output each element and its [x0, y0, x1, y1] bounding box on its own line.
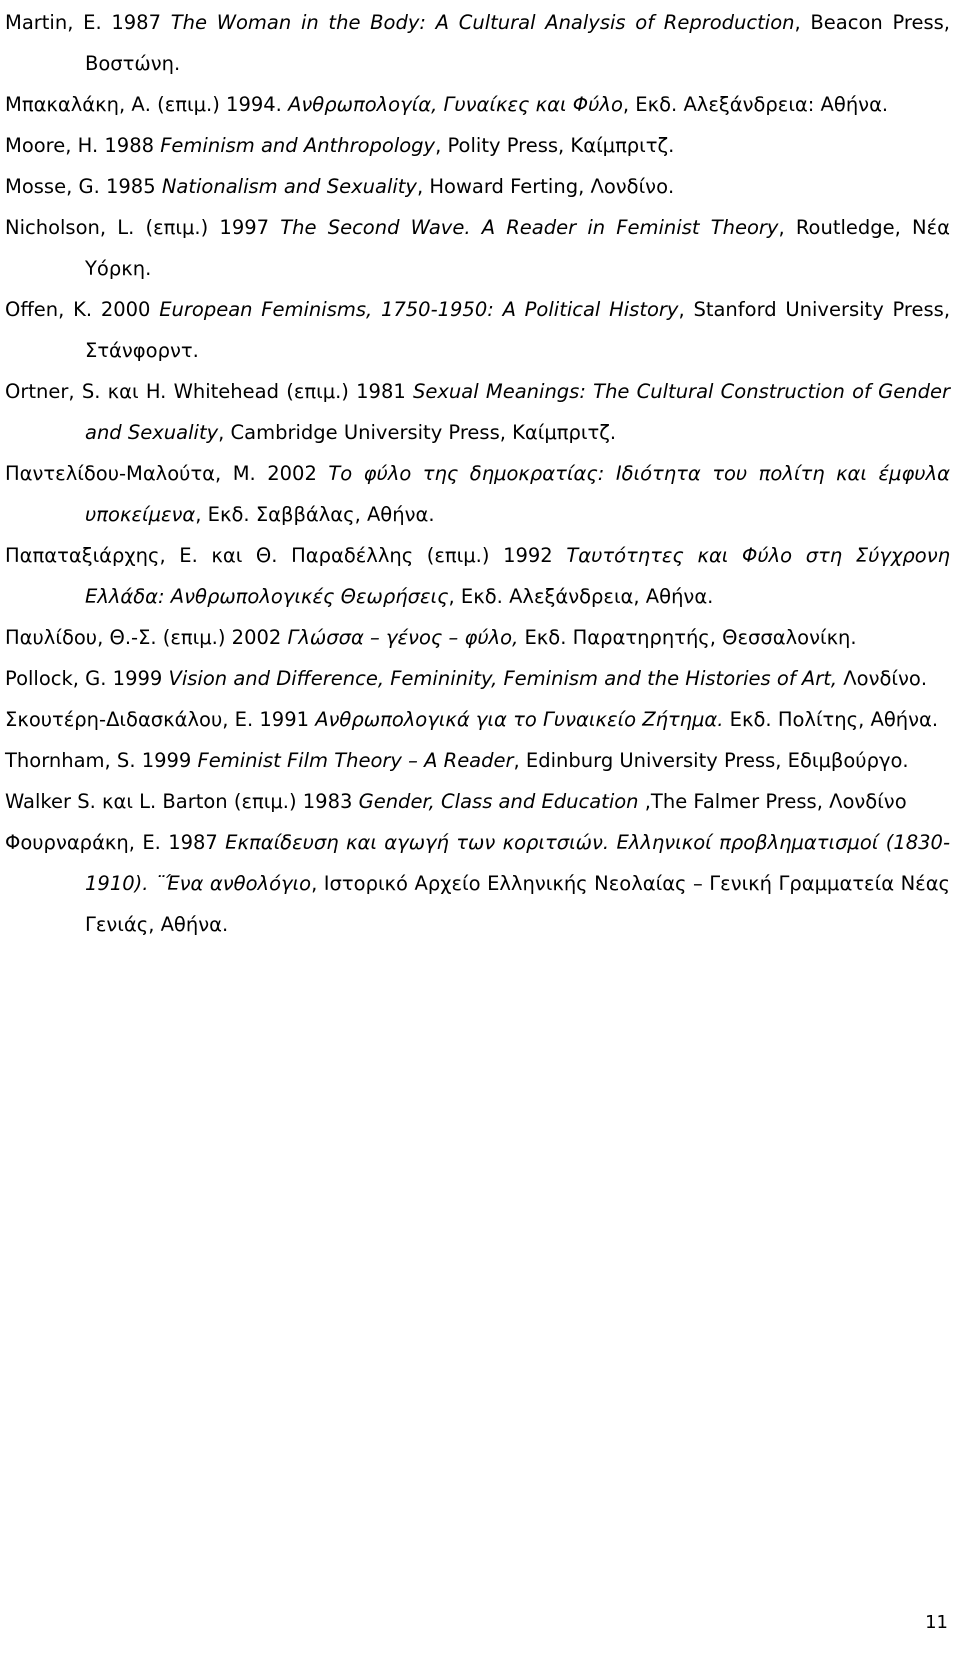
- reference-author-year: Παντελίδου-Μαλούτα, Μ. 2002: [5, 462, 329, 485]
- reference-author-year: Martin, E. 1987: [5, 11, 171, 34]
- reference-publisher: , Εκδ. Αλεξάνδρεια, Αθήνα.: [448, 585, 714, 608]
- reference-author-year: Mosse, G. 1985: [5, 175, 162, 198]
- reference-entry: [5, 2, 950, 84]
- reference-title: Γλώσσα – γένος – φύλο,: [287, 626, 519, 649]
- reference-entry: [5, 617, 950, 658]
- reference-publisher: Λονδίνο.: [837, 667, 928, 690]
- reference-publisher: , Edinburg University Press, Εδιμβούργο.: [513, 749, 909, 772]
- reference-publisher: Εκδ. Παρατηρητής, Θεσσαλονίκη.: [518, 626, 857, 649]
- bibliography-list: [5, 2, 950, 945]
- reference-author-year: Μπακαλάκη, Α. (επιμ.) 1994.: [5, 93, 289, 116]
- reference-publisher: ,The Falmer Press, Λονδίνο: [638, 790, 907, 813]
- reference-entry: [5, 289, 950, 371]
- reference-publisher: , Εκδ. Αλεξάνδρεια: Αθήνα.: [622, 93, 889, 116]
- reference-author-year: Παπαταξιάρχης, Ε. και Θ. Παραδέλλης (επιμ.) 1992: [5, 544, 567, 567]
- reference-title: Το φύλο της δημοκρατίας: Ιδιότητα του πολίτη και έμφυλα υποκείμενα: [85, 462, 950, 526]
- reference-entry: [5, 453, 950, 535]
- reference-publisher: , Routledge, Νέα Υόρκη.: [85, 216, 951, 280]
- reference-entry: [5, 84, 950, 125]
- reference-title: Ανθρωπολογία, Γυναίκες και Φύλο: [288, 93, 623, 116]
- reference-author-year: Moore, H. 1988: [5, 134, 161, 157]
- reference-author-year: Παυλίδου, Θ.-Σ. (επιμ.) 2002: [5, 626, 288, 649]
- reference-title: Gender, Class and Education: [358, 790, 639, 813]
- reference-entry: [5, 371, 950, 453]
- reference-entry: [5, 535, 950, 617]
- reference-entry: [5, 166, 950, 207]
- reference-publisher: Εκδ. Πολίτης, Αθήνα.: [723, 708, 939, 731]
- reference-entry: [5, 822, 950, 945]
- reference-title: Ταυτότητες και Φύλο στη Σύγχρονη Ελλάδα: Ανθρωπολογικές Θεωρήσεις: [85, 544, 950, 608]
- reference-title: Ανθρωπολογικά για το Γυναικείο Ζήτημα.: [315, 708, 724, 731]
- reference-entry: [5, 207, 950, 289]
- reference-publisher: , Cambridge University Press, Καίμπριτζ.: [218, 421, 617, 444]
- reference-author-year: Thornham, S. 1999: [5, 749, 198, 772]
- reference-title: Feminist Film Theory – A Reader: [197, 749, 514, 772]
- reference-publisher: , Stanford University Press, Στάνφορντ.: [85, 298, 951, 362]
- reference-title: Feminism and Anthropology: [160, 134, 436, 157]
- reference-author-year: Ortner, S. και H. Whitehead (επιμ.) 1981: [5, 380, 414, 403]
- reference-title: Sexual Meanings: The Cultural Construction of Gender and Sexuality: [85, 380, 950, 444]
- reference-entry: [5, 125, 950, 166]
- reference-publisher: , Εκδ. Σαββάλας, Αθήνα.: [195, 503, 435, 526]
- reference-publisher: , Ιστορικό Αρχείο Ελληνικής Νεολαίας – Γενική Γραμματεία Νέας Γενιάς, Αθήνα.: [85, 872, 950, 936]
- reference-author-year: Φουρναράκη, Ε. 1987: [5, 831, 226, 854]
- reference-entry: [5, 658, 950, 699]
- reference-publisher: , Howard Ferting, Λονδίνο.: [416, 175, 675, 198]
- reference-author-year: Σκουτέρη-Διδασκάλου, Ε. 1991: [5, 708, 316, 731]
- reference-title: Nationalism and Sexuality: [161, 175, 417, 198]
- reference-publisher: , Polity Press, Καίμπριτζ.: [435, 134, 675, 157]
- reference-title: Vision and Difference, Femininity, Feminism and the Histories of Art,: [168, 667, 838, 690]
- reference-entry: [5, 740, 950, 781]
- page-number: 11: [925, 1612, 948, 1633]
- reference-title: European Feminisms, 1750-1950: A Political History: [159, 298, 679, 321]
- reference-entry: [5, 699, 950, 740]
- reference-author-year: Walker S. και L. Barton (επιμ.) 1983: [5, 790, 359, 813]
- reference-entry: [5, 781, 950, 822]
- reference-title: Εκπαίδευση και αγωγή των κοριτσιών. Ελληνικοί προβληματισμοί (1830-1910). ¨Ένα ανθολόγιο: [85, 831, 950, 895]
- reference-author-year: Offen, K. 2000: [5, 298, 160, 321]
- reference-author-year: Pollock, G. 1999: [5, 667, 169, 690]
- reference-publisher: , Beacon Press, Βοστώνη.: [85, 11, 950, 75]
- reference-title: The Second Wave. A Reader in Feminist Theory: [280, 216, 779, 239]
- reference-title: The Woman in the Body: A Cultural Analysis of Reproduction: [170, 11, 795, 34]
- reference-author-year: Nicholson, L. (επιμ.) 1997: [5, 216, 281, 239]
